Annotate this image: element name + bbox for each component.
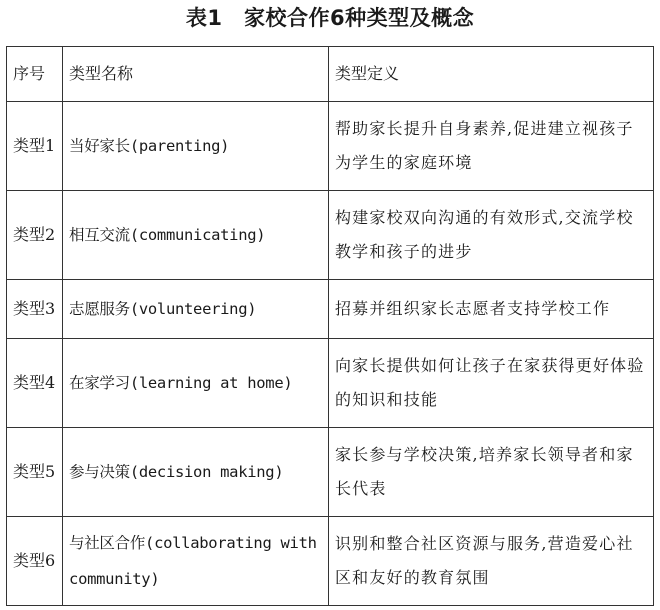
table-row (7, 102, 654, 191)
row-type-definition: 家长参与学校决策,培养家长领导者和家长代表 (328, 428, 653, 517)
header-type-name: 类型名称 (63, 47, 329, 102)
row-type-definition: 向家长提供如何让孩子在家获得更好体验的知识和技能 (328, 339, 653, 428)
row-type-definition: 帮助家长提升自身素养,促进建立视孩子为学生的家庭环境 (328, 102, 653, 191)
row-number: 类型1 (7, 102, 63, 191)
table-row (7, 339, 654, 428)
table-row (7, 191, 654, 280)
row-type-name: 与社区合作(collaborating with community) (63, 517, 329, 606)
table-title: 表1 家校合作6种类型及概念 (185, 6, 475, 30)
table-row (7, 517, 654, 606)
cooperation-types-table (6, 46, 654, 606)
header-number: 序号 (7, 47, 63, 102)
row-type-name: 相互交流(communicating) (63, 191, 329, 280)
row-type-definition: 构建家校双向沟通的有效形式,交流学校教学和孩子的进步 (328, 191, 653, 280)
table-row (7, 428, 654, 517)
header-type-definition: 类型定义 (328, 47, 653, 102)
row-type-name: 志愿服务(volunteering) (63, 280, 329, 339)
table-header-row (7, 47, 654, 102)
row-number: 类型5 (7, 428, 63, 517)
row-number: 类型3 (7, 280, 63, 339)
row-number: 类型6 (7, 517, 63, 606)
table-row (7, 280, 654, 339)
row-number: 类型2 (7, 191, 63, 280)
row-type-name: 在家学习(learning at home) (63, 339, 329, 428)
row-type-name: 参与决策(decision making) (63, 428, 329, 517)
row-type-name: 当好家长(parenting) (63, 102, 329, 191)
row-type-definition: 识别和整合社区资源与服务,营造爱心社区和友好的教育氛围 (328, 517, 653, 606)
row-type-definition: 招募并组织家长志愿者支持学校工作 (328, 280, 653, 339)
row-number: 类型4 (7, 339, 63, 428)
